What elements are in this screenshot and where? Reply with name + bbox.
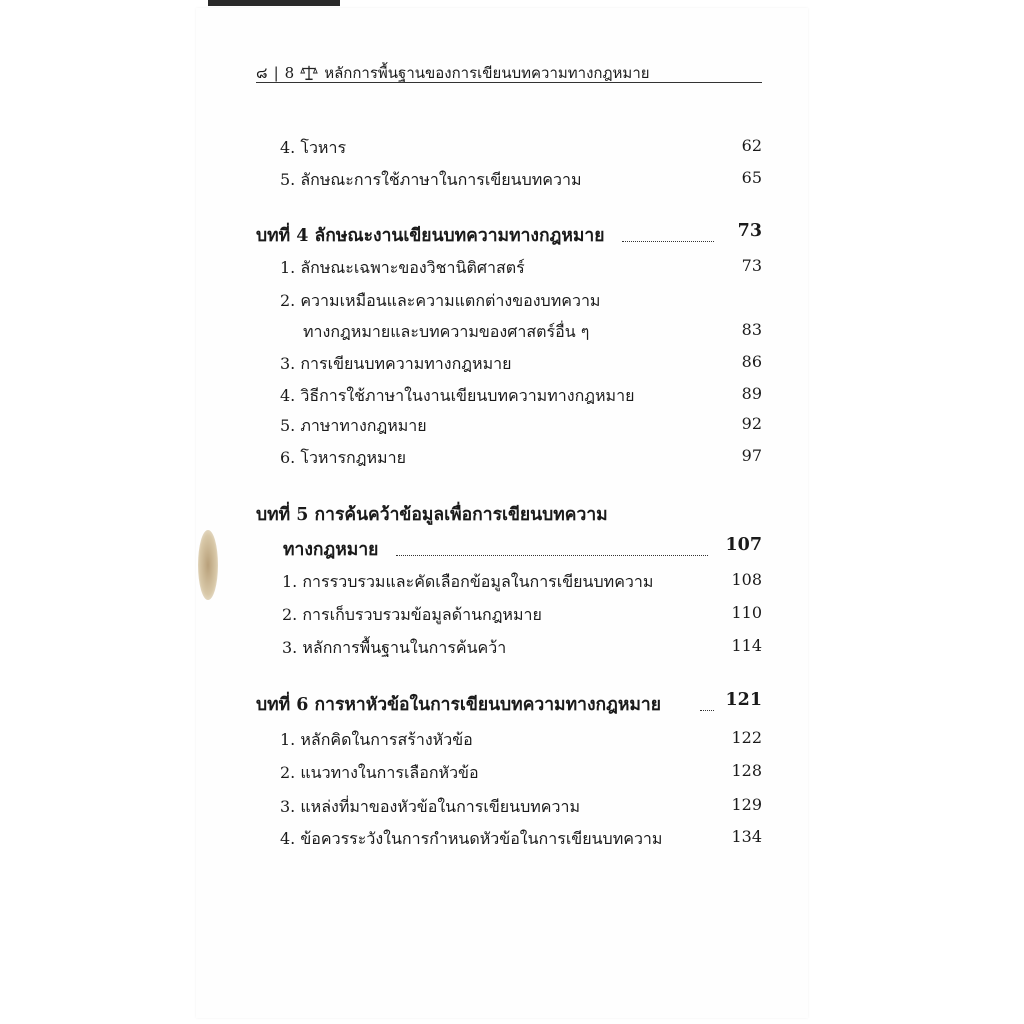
leader-dots <box>622 240 714 242</box>
toc-entry: 1. การรวบรวมและคัดเลือกข้อมูลในการเขียนบทความ <box>282 572 654 591</box>
scales-of-justice-icon <box>300 64 318 82</box>
toc-entry: 3. หลักการพื้นฐานในการค้นคว้า <box>282 638 507 657</box>
toc-chapter-page: 121 <box>725 690 762 710</box>
toc-chapter-page: 107 <box>725 535 762 555</box>
toc-page-number: 114 <box>731 636 762 655</box>
toc-page-number: 65 <box>741 168 762 187</box>
toc-entry: 3. การเขียนบทความทางกฎหมาย <box>280 354 512 373</box>
toc-page-number: 83 <box>741 320 762 339</box>
toc-page-number: 97 <box>741 446 762 465</box>
page-number-thai: ๘ <box>256 64 268 82</box>
toc-page-number: 62 <box>741 136 762 155</box>
leader-dots <box>396 554 708 556</box>
toc-page-number: 122 <box>731 728 762 747</box>
toc-page-number: 108 <box>731 570 762 589</box>
toc-entry: 1. ลักษณะเฉพาะของวิชานิติศาสตร์ <box>280 258 525 277</box>
toc-entry: 3. แหล่งที่มาของหัวข้อในการเขียนบทความ <box>280 797 580 816</box>
toc-chapter-continuation: ทางกฎหมาย <box>283 540 379 560</box>
toc-entry: 2. การเก็บรวบรวมข้อมูลด้านกฎหมาย <box>282 605 542 624</box>
header-rule <box>256 82 762 83</box>
toc-entry-continuation: ทางกฎหมายและบทความของศาสตร์อื่น ๆ <box>303 322 590 341</box>
toc-chapter: บทที่ 6 การหาหัวข้อในการเขียนบทความทางกฎหมาย <box>256 695 661 715</box>
toc-page-number: 128 <box>731 761 762 780</box>
toc-page-number: 89 <box>741 384 762 403</box>
toc-entry: 5. ลักษณะการใช้ภาษาในการเขียนบทความ <box>280 170 582 189</box>
running-header: ๘ | 8 หลักการพื้นฐานของการเขียนบทความทางกฎหมาย <box>256 62 762 84</box>
toc-page-number: 86 <box>741 352 762 371</box>
toc-entry: 2. แนวทางในการเลือกหัวข้อ <box>280 763 479 782</box>
page-number-arabic: 8 <box>284 64 295 82</box>
top-edge-bar <box>208 0 340 6</box>
toc-page-number: 129 <box>731 795 762 814</box>
toc-entry: 2. ความเหมือนและความแตกต่างของบทความ <box>280 291 601 310</box>
leader-dots <box>700 709 714 711</box>
toc-page-number: 92 <box>741 414 762 433</box>
toc-page-number: 73 <box>741 256 762 275</box>
toc-page-number: 110 <box>731 603 762 622</box>
toc-entry: 6. โวหารกฎหมาย <box>280 448 406 467</box>
toc-entry: 1. หลักคิดในการสร้างหัวข้อ <box>280 730 473 749</box>
page-stain <box>198 530 218 600</box>
toc-entry: 4. ข้อควรระวังในการกำหนดหัวข้อในการเขียนบทความ <box>280 829 663 848</box>
toc-chapter-page: 73 <box>737 221 762 241</box>
toc-entry: 5. ภาษาทางกฎหมาย <box>280 416 427 435</box>
toc-page-number: 134 <box>731 827 762 846</box>
header-title: หลักการพื้นฐานของการเขียนบทความทางกฎหมาย <box>324 64 650 82</box>
toc-chapter: บทที่ 5 การค้นคว้าข้อมูลเพื่อการเขียนบทความ <box>256 505 608 525</box>
toc-entry: 4. วิธีการใช้ภาษาในงานเขียนบทความทางกฎหมาย <box>280 386 635 405</box>
toc-chapter: บทที่ 4 ลักษณะงานเขียนบทความทางกฎหมาย <box>256 226 605 246</box>
toc-entry: 4. โวหาร <box>280 138 347 157</box>
